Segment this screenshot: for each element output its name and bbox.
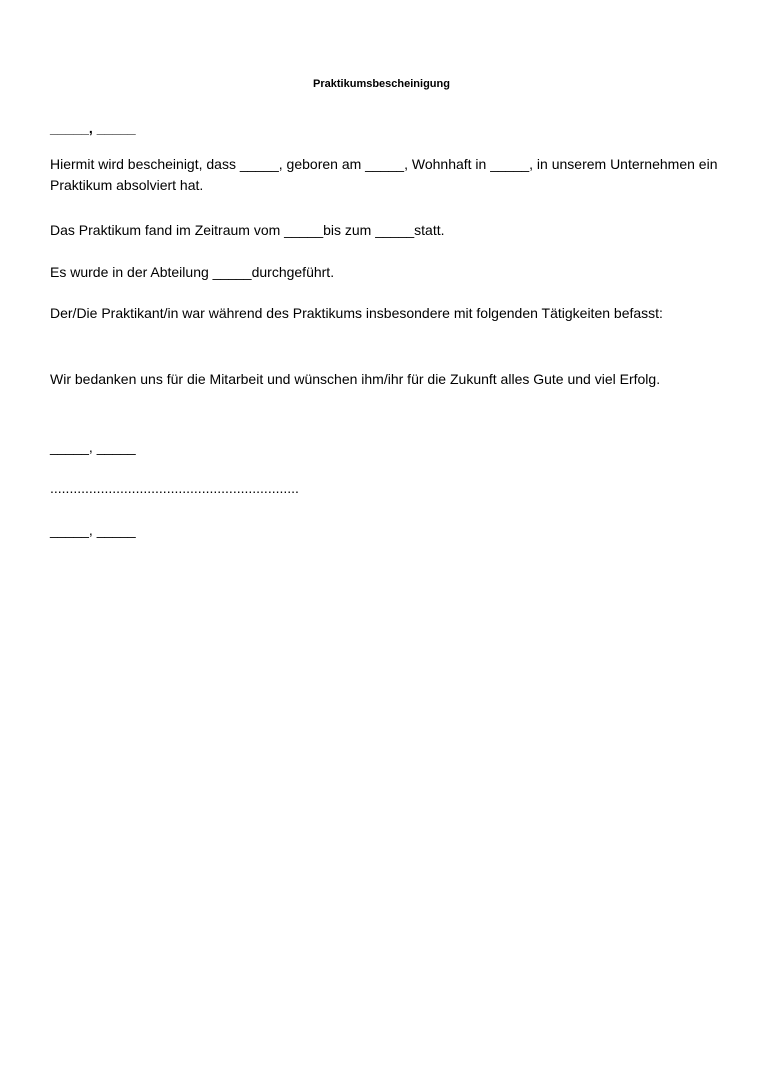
paragraph-certification: Hiermit wird bescheinigt, dass _____, geboren am _____, Wohnhaft in _____, in unserem Unternehmen ein Praktikum absolviert hat. — [50, 156, 718, 193]
document-title: Praktikumsbescheinigung — [313, 78, 450, 90]
place-date-line-bottom: _____, _____ — [50, 522, 136, 538]
paragraph-department: Es wurde in der Abteilung _____durchgeführt. — [50, 264, 335, 280]
place-date-line-top: _____, _____ — [50, 120, 136, 136]
paragraph-thanks: Wir bedanken uns für die Mitarbeit und wünschen ihm/ihr für die Zukunft alles Gute und viel Erfolg. — [50, 371, 661, 387]
paragraph-tasks: Der/Die Praktikant/in war während des Praktikums insbesondere mit folgenden Tätigkeiten befasst: — [50, 305, 663, 321]
paragraph-period: Das Praktikum fand im Zeitraum vom _____bis zum _____statt. — [50, 222, 445, 238]
place-date-line-middle: _____, _____ — [50, 439, 136, 455]
signature-line: ................................................................ — [50, 480, 299, 496]
